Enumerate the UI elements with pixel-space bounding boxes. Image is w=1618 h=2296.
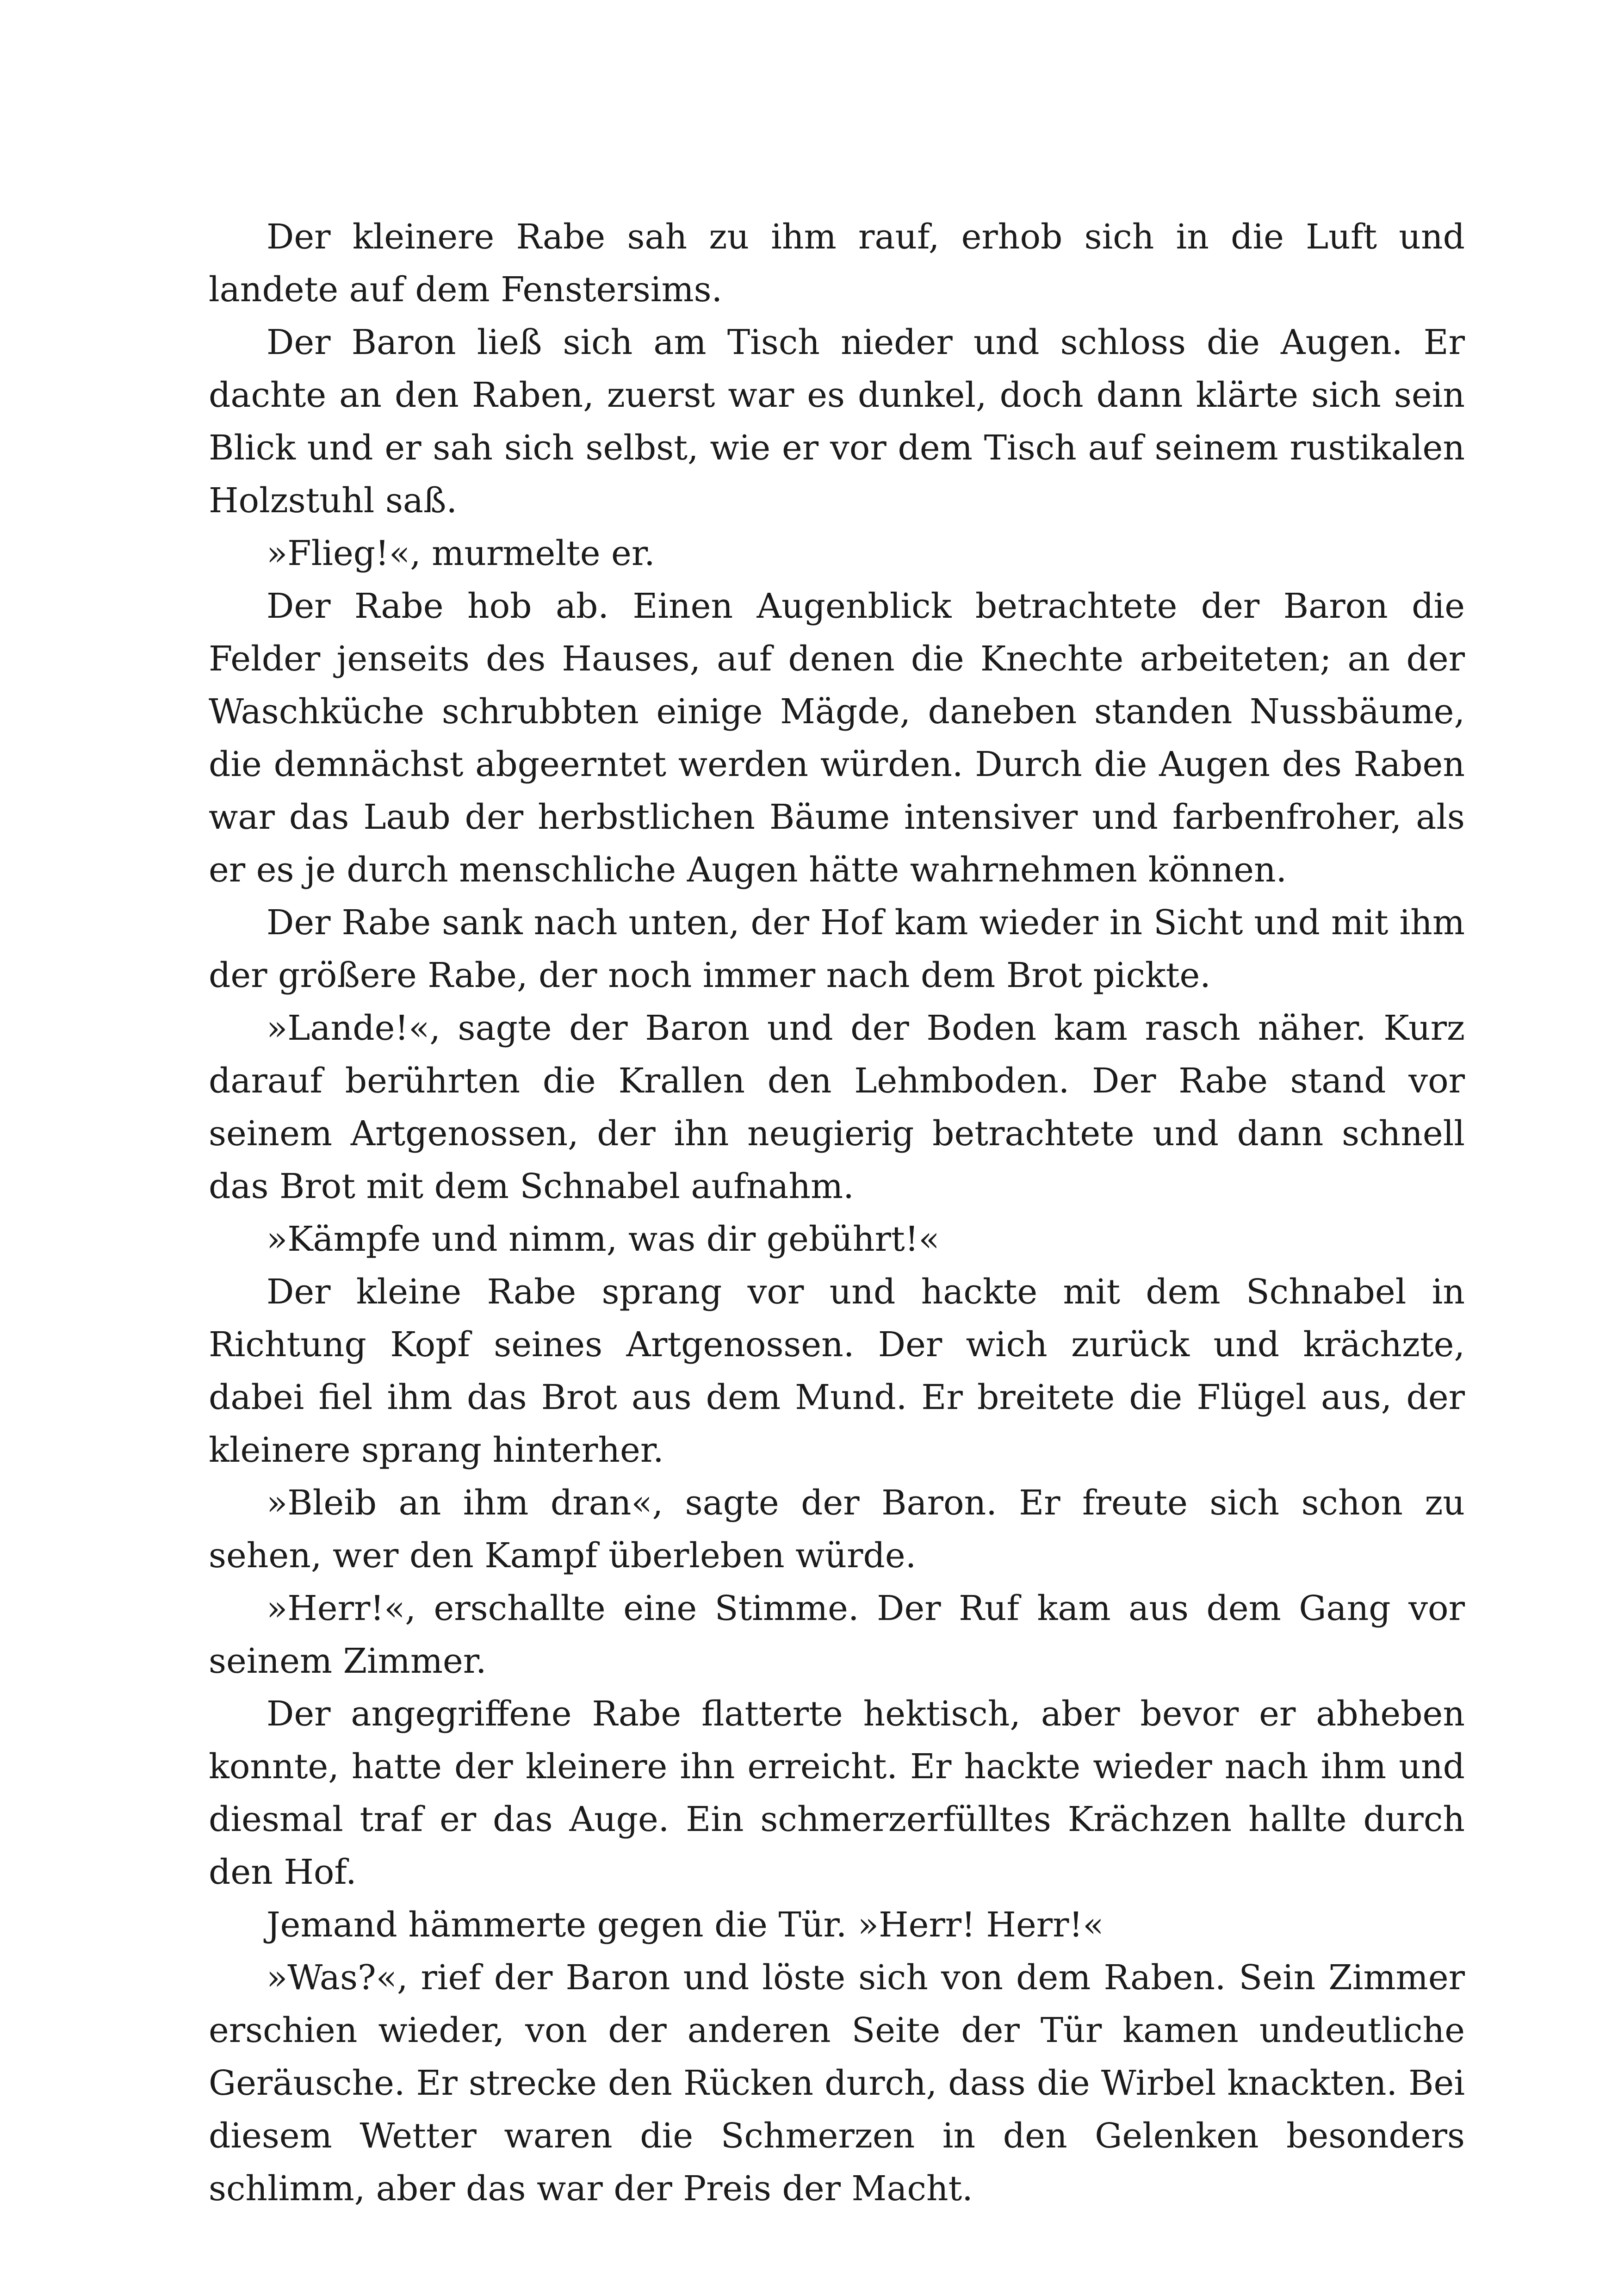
- paragraph: »Lande!«, sagte der Baron und der Boden kam rasch näher. Kurz darauf berührten die Krallen den Lehmboden. Der Rabe stand vor seinem Artgenossen, der ihn neugierig betrachtete und dann schnell das Brot mit dem Schnabel aufnahm.: [209, 1008, 1465, 1206]
- paragraph: »Kämpfe und nimm, was dir gebührt!«: [267, 1219, 940, 1259]
- paragraph: »Herr!«, erschallte eine Stimme. Der Ruf kam aus dem Gang vor seinem Zimmer.: [209, 1589, 1465, 1681]
- paragraph: Der kleine Rabe sprang vor und hackte mit dem Schnabel in Richtung Kopf seines Artgenossen. Der wich zurück und krächzte, dabei fiel ihm das Brot aus dem Mund. Er breitete die Flügel aus, der kleinere sprang hinterher.: [209, 1272, 1465, 1470]
- paragraph: Der Baron ließ sich am Tisch nieder und schloss die Augen. Er dachte an den Raben, zuerst war es dunkel, doch dann klärte sich sein Blick und er sah sich selbst, wie er vor dem Tisch auf seinem rustikalen Holzstuhl saß.: [209, 323, 1465, 521]
- paragraph: Der Rabe sank nach unten, der Hof kam wieder in Sicht und mit ihm der größere Rabe, der noch immer nach dem Brot pickte.: [209, 903, 1465, 995]
- paragraph: Der angegriffene Rabe flatterte hektisch, aber bevor er abheben konnte, hatte der kleinere ihn erreicht. Er hackte wieder nach ihm und diesmal traf er das Auge. Ein schmerzerfülltes Krächzen hallte durch den Hof.: [209, 1694, 1465, 1892]
- paragraph: Der kleinere Rabe sah zu ihm rauf, erhob sich in die Luft und landete auf dem Fenstersims.: [209, 217, 1465, 310]
- paragraph: »Flieg!«, murmelte er.: [267, 534, 655, 573]
- paragraph: Jemand hämmerte gegen die Tür. »Herr! Herr!«: [267, 1905, 1104, 1945]
- paragraph: »Bleib an ihm dran«, sagte der Baron. Er freute sich schon zu sehen, wer den Kampf überleben würde.: [209, 1483, 1465, 1576]
- paragraph: Der Rabe hob ab. Einen Augenblick betrachtete der Baron die Felder jenseits des Hauses, auf denen die Knechte arbeiteten; an der Waschküche schrubbten einige Mägde, daneben standen Nussbäume, die demnächst abgeerntet werden würden. Durch die Augen des Raben war das Laub der herbstlichen Bäume intensiver und farbenfroher, als er es je durch menschliche Augen hätte wahrnehmen können.: [209, 586, 1465, 890]
- body-text: [209, 211, 1465, 2215]
- paragraph: »Was?«, rief der Baron und löste sich von dem Raben. Sein Zimmer erschien wieder, von der anderen Seite der Tür kamen undeutliche Geräusche. Er strecke den Rücken durch, dass die Wirbel knackten. Bei diesem Wetter waren die Schmerzen in den Gelenken besonders schlimm, aber das war der Preis der Macht.: [209, 1958, 1465, 2209]
